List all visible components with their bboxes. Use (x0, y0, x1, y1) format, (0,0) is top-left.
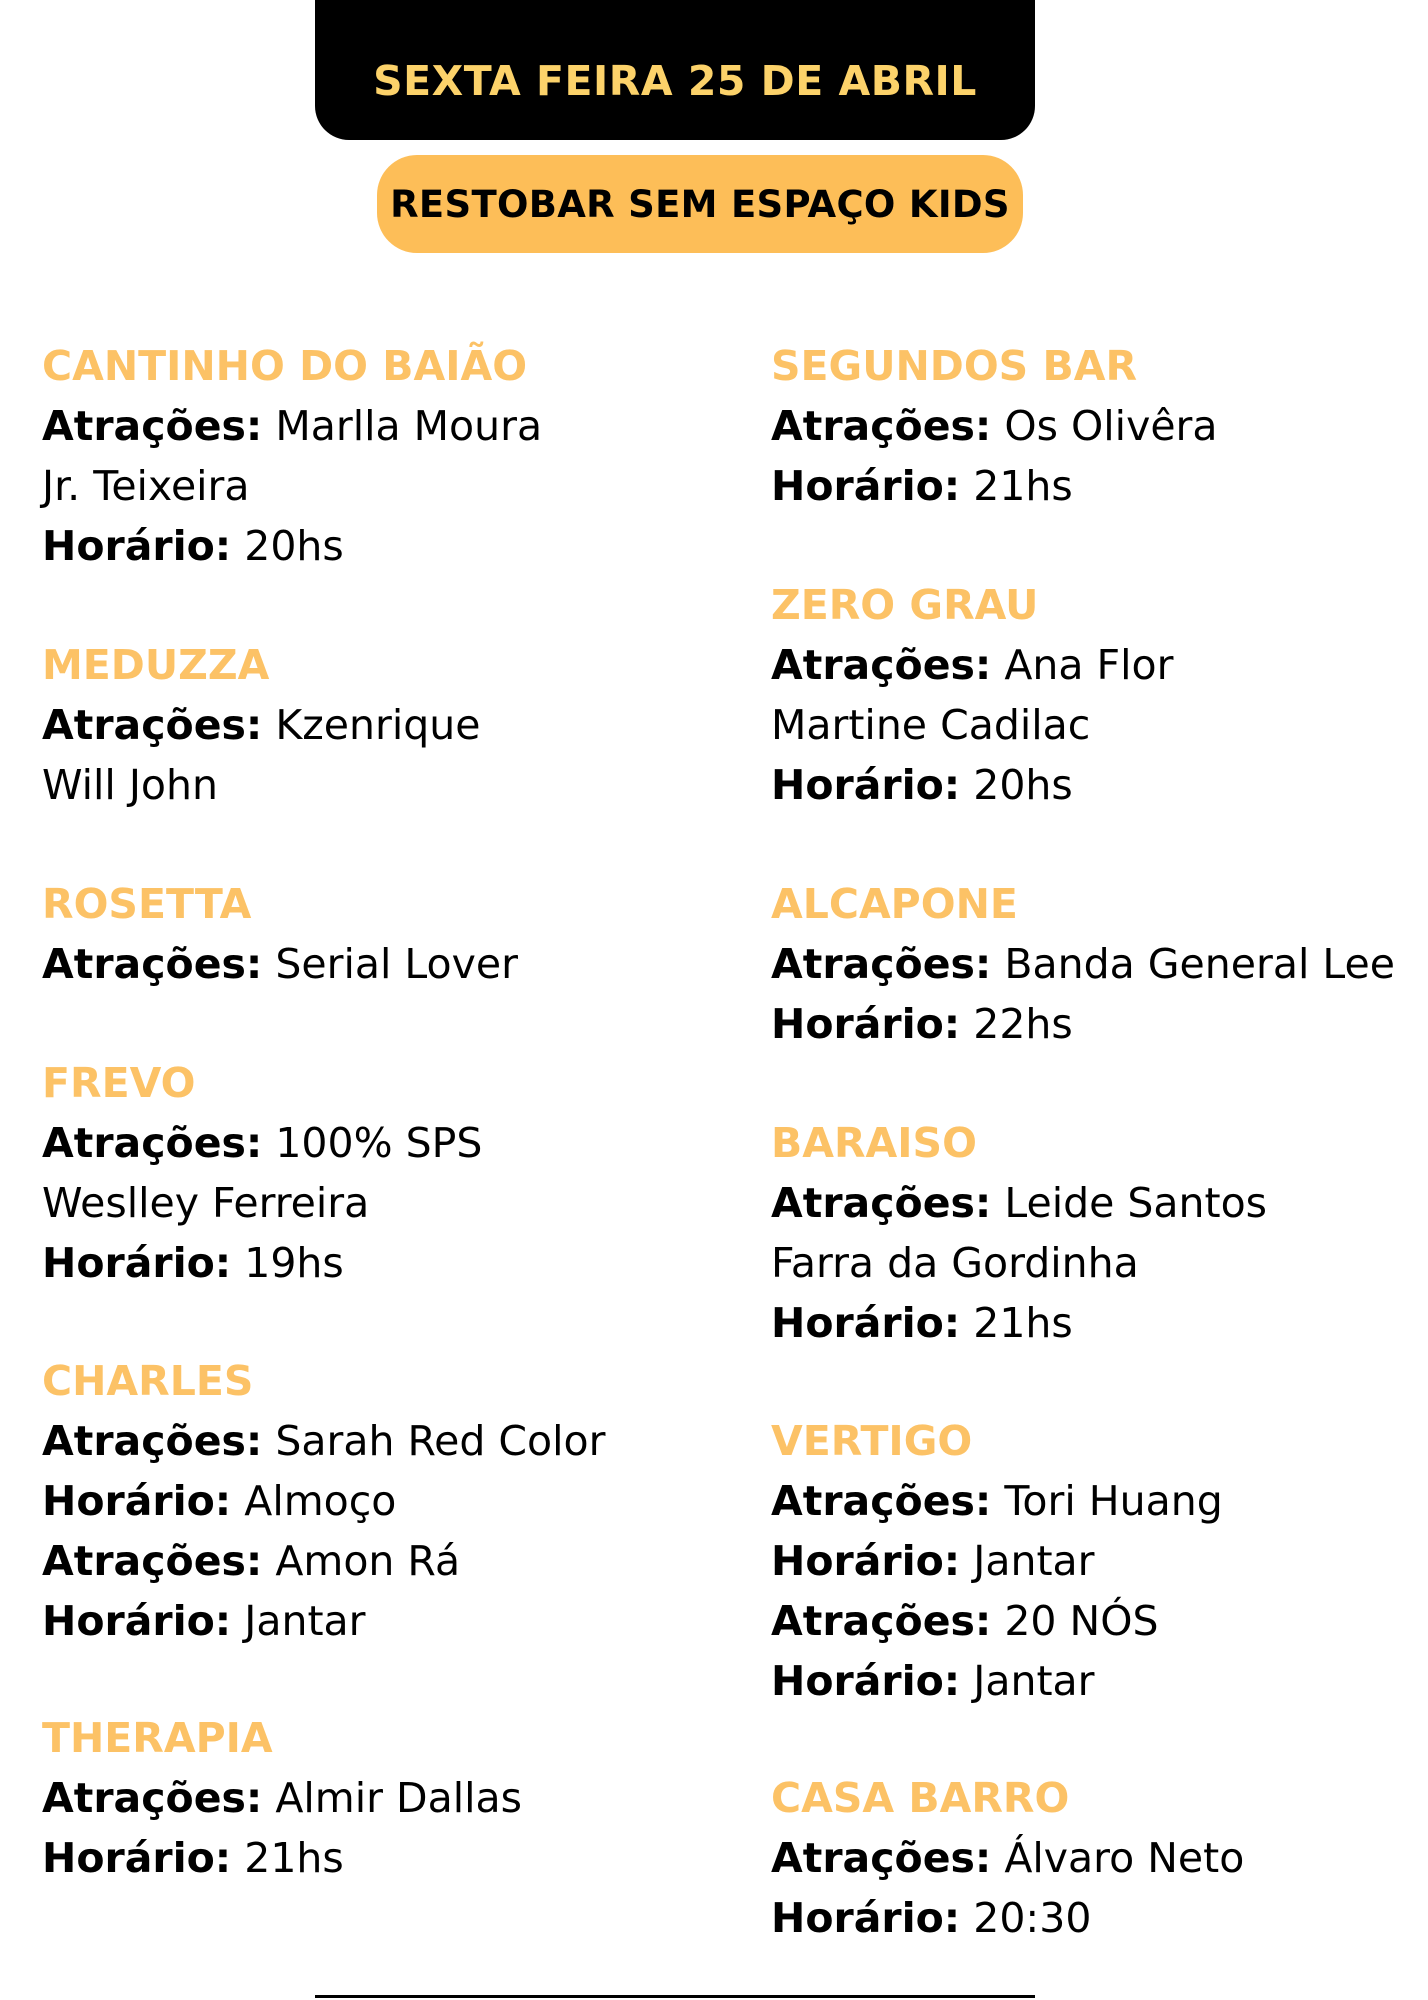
time-line (771, 1888, 1244, 1948)
subtitle-pill (377, 155, 1023, 253)
venue-name: FREVO (42, 1059, 196, 1107)
venue-name: ZERO GRAU (771, 581, 1039, 629)
time-line (771, 755, 1173, 815)
attractions-label: Atrações: (42, 940, 263, 988)
time-value: Jantar (973, 1657, 1095, 1705)
time-value: Jantar (244, 1597, 366, 1645)
attractions-line (42, 1113, 482, 1173)
venue-name: CANTINHO DO BAIÃO (42, 342, 528, 390)
time-value: Jantar (973, 1537, 1095, 1585)
attractions-label: Atrações: (42, 701, 263, 749)
time-line (42, 1471, 605, 1531)
time-line (42, 1828, 522, 1888)
time-line (771, 1531, 1223, 1591)
attractions-value: Amon Rá (275, 1537, 461, 1585)
attractions-line (42, 934, 518, 994)
attractions-value: Almir Dallas (275, 1774, 522, 1822)
venue-vertigo (771, 1411, 1223, 1711)
time-line-2 (771, 1651, 1223, 1711)
venue-name: ROSETTA (42, 880, 252, 928)
time-label: Horário: (42, 1597, 232, 1645)
venue-casa-barro (771, 1768, 1244, 1948)
attractions-line-2 (771, 1591, 1223, 1651)
time-label: Horário: (42, 1477, 232, 1525)
time-label: Horário: (42, 1239, 232, 1287)
attractions-label: Atrações: (42, 1119, 263, 1167)
event-date: SEXTA FEIRA 25 DE ABRIL (373, 57, 977, 105)
attractions-label: Atrações: (42, 1417, 263, 1465)
time-label: Horário: (771, 1000, 961, 1048)
venue-baraiso (771, 1113, 1267, 1353)
time-line (771, 456, 1218, 516)
attractions-label: Atrações: (771, 1179, 992, 1227)
venue-name: VERTIGO (771, 1417, 973, 1465)
venue-name: ALCAPONE (771, 880, 1018, 928)
attractions-value: Álvaro Neto (1004, 1834, 1245, 1882)
attractions-line (771, 1828, 1244, 1888)
attractions-value: 20 NÓS (1004, 1597, 1159, 1645)
time-value: 22hs (973, 1000, 1073, 1048)
venue-meduzza (42, 635, 480, 815)
attractions-extra: Martine Cadilac (771, 701, 1091, 749)
event-subtitle: RESTOBAR SEM ESPAÇO KIDS (390, 182, 1010, 226)
attractions-extra: Weslley Ferreira (42, 1179, 370, 1227)
time-line (42, 516, 542, 576)
time-value: 19hs (244, 1239, 344, 1287)
time-value: 20hs (973, 761, 1073, 809)
attractions-label: Atrações: (771, 1834, 992, 1882)
attractions-line (771, 934, 1395, 994)
attractions-label: Atrações: (42, 1774, 263, 1822)
time-label: Horário: (42, 522, 232, 570)
attractions-value: Ana Flor (1004, 641, 1174, 689)
venue-name: BARAISO (771, 1119, 977, 1167)
attractions-line (42, 1768, 522, 1828)
attractions-value: Banda General Lee (1004, 940, 1395, 988)
venue-frevo (42, 1053, 482, 1293)
venue-alcapone (771, 874, 1395, 1054)
time-label: Horário: (42, 1834, 232, 1882)
time-line-2 (42, 1591, 605, 1651)
attractions-line (771, 396, 1218, 456)
attractions-label: Atrações: (771, 641, 992, 689)
date-banner (315, 0, 1035, 140)
attractions-line (42, 396, 542, 456)
venue-segundos-bar (771, 336, 1218, 516)
time-label: Horário: (771, 761, 961, 809)
venue-charles (42, 1351, 605, 1651)
venue-name: THERAPIA (42, 1714, 273, 1762)
venue-therapia (42, 1708, 522, 1888)
attractions-value: Kzenrique (275, 701, 481, 749)
attractions-label: Atrações: (771, 1477, 992, 1525)
bottom-divider (315, 1995, 1035, 1998)
venue-name: CASA BARRO (771, 1774, 1070, 1822)
attractions-extra: Jr. Teixeira (42, 462, 250, 510)
time-value: 21hs (244, 1834, 344, 1882)
time-value: 20hs (244, 522, 344, 570)
attractions-line (771, 635, 1173, 695)
venue-name: MEDUZZA (42, 641, 270, 689)
time-label: Horário: (771, 1537, 961, 1585)
attractions-line (771, 1173, 1267, 1233)
time-label: Horário: (771, 1657, 961, 1705)
venue-zero-grau (771, 575, 1173, 815)
time-value: 21hs (973, 462, 1073, 510)
attractions-value: Sarah Red Color (275, 1417, 606, 1465)
attractions-line-2 (42, 1531, 605, 1591)
attractions-value: Leide Santos (1004, 1179, 1268, 1227)
time-label: Horário: (771, 1894, 961, 1942)
attractions-value: Os Olivêra (1004, 402, 1218, 450)
attractions-extra: Will John (42, 761, 218, 809)
time-value: 21hs (973, 1299, 1073, 1347)
time-value: Almoço (244, 1477, 397, 1525)
attractions-value: Marlla Moura (275, 402, 543, 450)
attractions-line (42, 695, 480, 755)
time-line (771, 1293, 1267, 1353)
attractions-label: Atrações: (771, 940, 992, 988)
attractions-value: Serial Lover (275, 940, 518, 988)
attractions-line (771, 1471, 1223, 1531)
attractions-label: Atrações: (42, 402, 263, 450)
attractions-label: Atrações: (42, 1537, 263, 1585)
attractions-line (42, 1411, 605, 1471)
venue-name: SEGUNDOS BAR (771, 342, 1138, 390)
time-line (42, 1233, 482, 1293)
attractions-extra: Farra da Gordinha (771, 1239, 1139, 1287)
attractions-value: Tori Huang (1004, 1477, 1223, 1525)
venue-cantinho-do-baiao (42, 336, 542, 576)
time-label: Horário: (771, 462, 961, 510)
time-label: Horário: (771, 1299, 961, 1347)
time-value: 20:30 (973, 1894, 1092, 1942)
time-line (771, 994, 1395, 1054)
venue-rosetta (42, 874, 518, 994)
venue-name: CHARLES (42, 1357, 254, 1405)
attractions-label: Atrações: (771, 402, 992, 450)
attractions-value: 100% SPS (275, 1119, 483, 1167)
attractions-label: Atrações: (771, 1597, 992, 1645)
